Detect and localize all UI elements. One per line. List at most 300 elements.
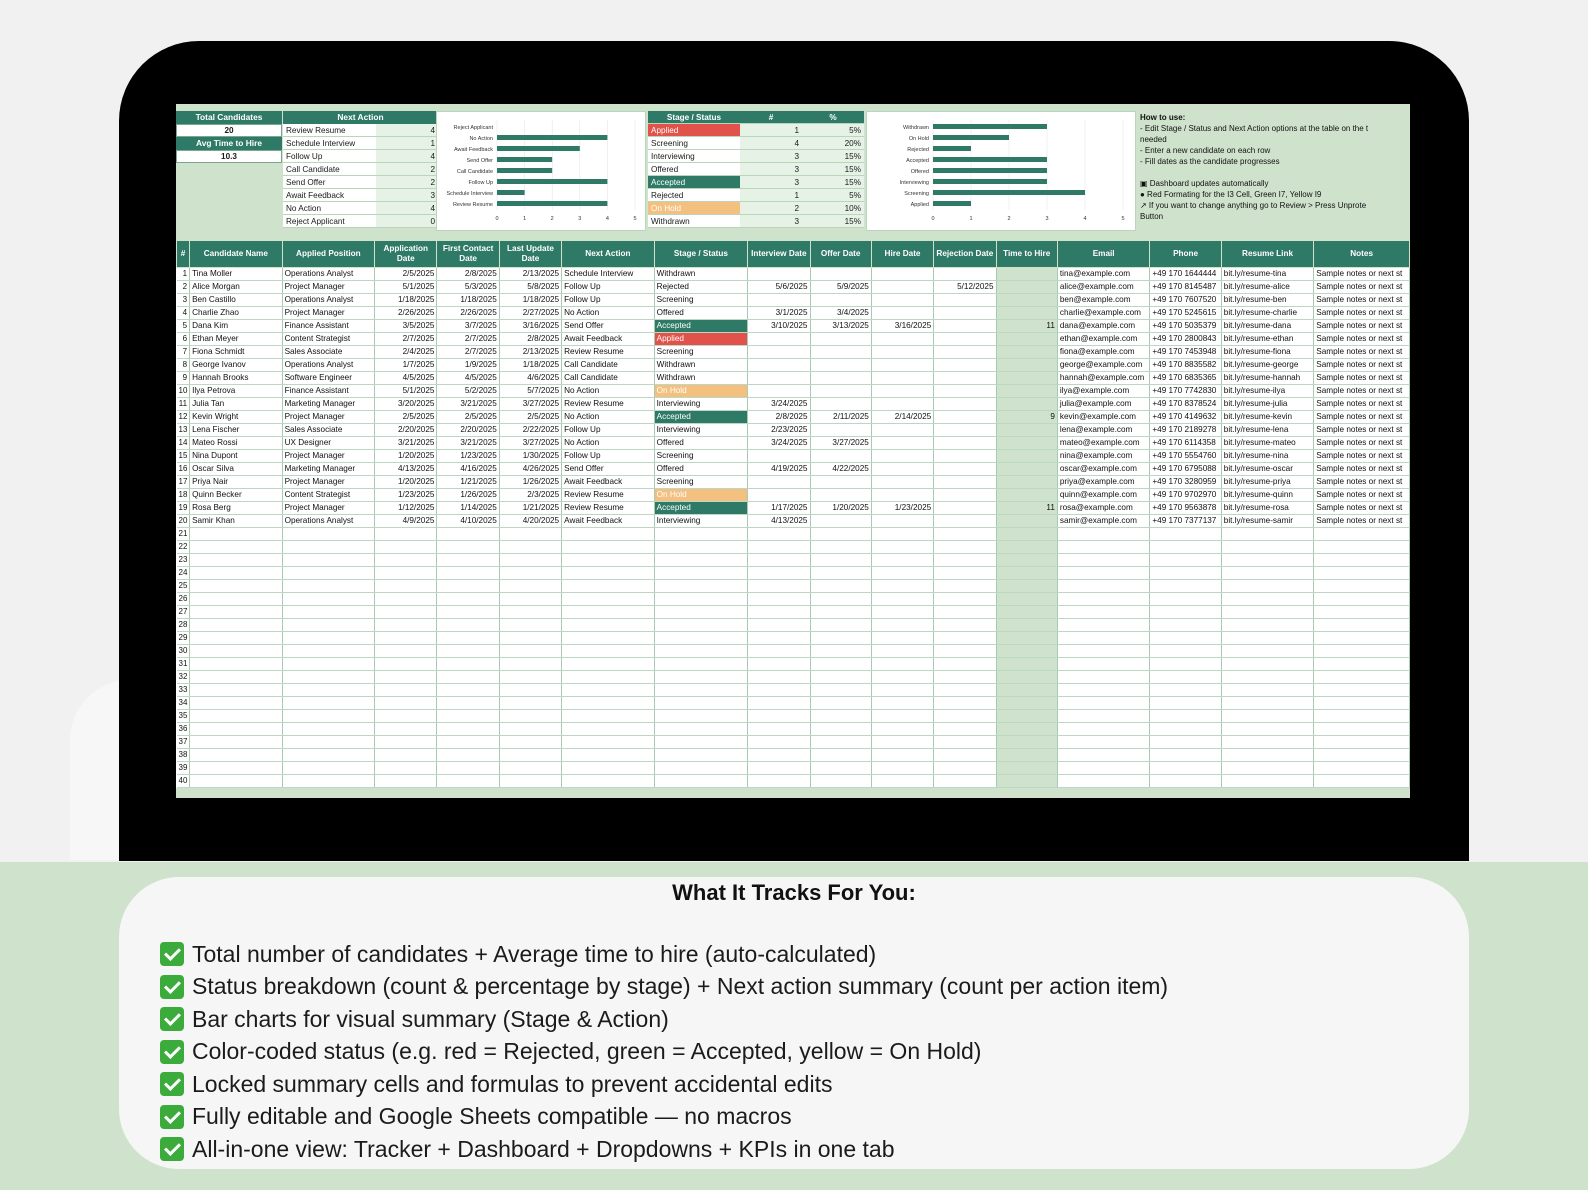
stage-count[interactable]: 3 (740, 215, 802, 227)
cell-empty[interactable] (375, 697, 437, 710)
cell-empty[interactable] (748, 671, 810, 684)
cell-app[interactable]: 1/23/2025 (375, 489, 437, 502)
cell-empty[interactable] (934, 671, 996, 684)
cell-stage[interactable]: Rejected (654, 281, 748, 294)
cell-resume[interactable]: bit.ly/resume-julia (1221, 398, 1314, 411)
cell-phone[interactable]: +49 170 5035379 (1150, 320, 1221, 333)
cell-offer[interactable]: 1/20/2025 (810, 502, 871, 515)
cell-empty[interactable] (654, 671, 748, 684)
cell-first[interactable]: 2/7/2025 (437, 333, 499, 346)
cell-interview[interactable] (748, 450, 810, 463)
cell-interview[interactable] (748, 372, 810, 385)
cell-empty[interactable] (748, 762, 810, 775)
cell-stage[interactable]: Offered (654, 437, 748, 450)
cell-action[interactable]: Follow Up (562, 450, 655, 463)
cell-empty[interactable] (1314, 749, 1410, 762)
cell-interview[interactable] (748, 476, 810, 489)
cell-offer[interactable]: 4/22/2025 (810, 463, 871, 476)
cell-empty[interactable] (996, 645, 1057, 658)
cell-empty[interactable] (934, 762, 996, 775)
cell-last[interactable]: 2/22/2025 (499, 424, 561, 437)
cell-last[interactable]: 1/18/2025 (499, 359, 561, 372)
cell-empty[interactable] (748, 736, 810, 749)
column-header[interactable]: Application Date (375, 241, 437, 268)
cell-last[interactable]: 4/6/2025 (499, 372, 561, 385)
cell-empty[interactable] (871, 762, 933, 775)
column-header[interactable]: Last Update Date (499, 241, 561, 268)
cell-empty[interactable] (871, 775, 933, 788)
cell-name[interactable]: Nina Dupont (190, 450, 283, 463)
cell-empty[interactable] (1150, 710, 1221, 723)
cell-empty[interactable] (562, 580, 655, 593)
cell-empty[interactable] (934, 619, 996, 632)
cell-reject[interactable] (934, 346, 996, 359)
cell-phone[interactable]: +49 170 8378524 (1150, 398, 1221, 411)
cell-empty[interactable] (810, 723, 871, 736)
cell-empty[interactable] (810, 775, 871, 788)
cell-empty[interactable] (437, 645, 499, 658)
cell-empty[interactable] (375, 775, 437, 788)
cell-empty[interactable] (437, 697, 499, 710)
cell-empty[interactable] (871, 710, 933, 723)
cell-tth[interactable]: 11 (996, 502, 1057, 515)
cell-empty[interactable] (1057, 593, 1150, 606)
cell-empty[interactable] (190, 619, 283, 632)
cell-interview[interactable] (748, 385, 810, 398)
cell-hire[interactable] (871, 294, 933, 307)
stage-count[interactable]: 2 (740, 202, 802, 214)
cell-empty[interactable] (375, 671, 437, 684)
cell-empty[interactable] (190, 541, 283, 554)
cell-empty[interactable] (1221, 671, 1314, 684)
cell-pos[interactable]: Sales Associate (282, 346, 375, 359)
cell-resume[interactable]: bit.ly/resume-lena (1221, 424, 1314, 437)
cell-empty[interactable] (190, 775, 283, 788)
cell-name[interactable]: Ethan Meyer (190, 333, 283, 346)
cell-name[interactable]: Oscar Silva (190, 463, 283, 476)
cell-tth[interactable] (996, 424, 1057, 437)
cell-reject[interactable] (934, 502, 996, 515)
cell-empty[interactable] (934, 684, 996, 697)
cell-empty[interactable] (748, 580, 810, 593)
cell-email[interactable]: oscar@example.com (1057, 463, 1150, 476)
cell-offer[interactable] (810, 476, 871, 489)
cell-empty[interactable] (1057, 697, 1150, 710)
cell-empty[interactable] (190, 632, 283, 645)
cell-resume[interactable]: bit.ly/resume-ethan (1221, 333, 1314, 346)
cell-last[interactable]: 1/30/2025 (499, 450, 561, 463)
cell-last[interactable]: 3/27/2025 (499, 437, 561, 450)
cell-resume[interactable]: bit.ly/resume-nina (1221, 450, 1314, 463)
cell-empty[interactable] (375, 619, 437, 632)
cell-action[interactable]: No Action (562, 437, 655, 450)
cell-empty[interactable] (654, 775, 748, 788)
cell-empty[interactable] (190, 749, 283, 762)
cell-offer[interactable] (810, 489, 871, 502)
cell-notes[interactable]: Sample notes or next st (1314, 307, 1410, 320)
cell-empty[interactable] (437, 723, 499, 736)
cell-empty[interactable] (375, 658, 437, 671)
cell-empty[interactable] (996, 658, 1057, 671)
cell-empty[interactable] (748, 710, 810, 723)
cell-empty[interactable] (1150, 567, 1221, 580)
cell-empty[interactable] (871, 658, 933, 671)
cell-empty[interactable] (934, 658, 996, 671)
cell-email[interactable]: ilya@example.com (1057, 385, 1150, 398)
cell-empty[interactable] (654, 541, 748, 554)
cell-interview[interactable]: 4/13/2025 (748, 515, 810, 528)
cell-hire[interactable] (871, 424, 933, 437)
cell-empty[interactable] (562, 736, 655, 749)
cell-empty[interactable] (748, 684, 810, 697)
cell-first[interactable]: 5/2/2025 (437, 385, 499, 398)
cell-empty[interactable] (810, 632, 871, 645)
cell-hire[interactable] (871, 437, 933, 450)
cell-empty[interactable] (282, 775, 375, 788)
cell-empty[interactable] (934, 528, 996, 541)
cell-empty[interactable] (1314, 632, 1410, 645)
cell-last[interactable]: 2/13/2025 (499, 268, 561, 281)
cell-empty[interactable] (1314, 554, 1410, 567)
cell-empty[interactable] (1221, 554, 1314, 567)
cell-empty[interactable] (748, 567, 810, 580)
next-action-count[interactable]: 4 (376, 150, 438, 162)
stage-count[interactable]: 1 (740, 124, 802, 136)
cell-action[interactable]: Call Candidate (562, 359, 655, 372)
cell-notes[interactable]: Sample notes or next st (1314, 372, 1410, 385)
cell-tth[interactable] (996, 398, 1057, 411)
cell-empty[interactable] (871, 567, 933, 580)
cell-first[interactable]: 3/7/2025 (437, 320, 499, 333)
cell-empty[interactable] (190, 580, 283, 593)
cell-empty[interactable] (1150, 684, 1221, 697)
cell-empty[interactable] (437, 593, 499, 606)
cell-empty[interactable] (375, 762, 437, 775)
cell-first[interactable]: 4/10/2025 (437, 515, 499, 528)
cell-stage[interactable]: Screening (654, 346, 748, 359)
cell-name[interactable]: Hannah Brooks (190, 372, 283, 385)
cell-hire[interactable] (871, 359, 933, 372)
cell-empty[interactable] (1057, 645, 1150, 658)
cell-empty[interactable] (562, 645, 655, 658)
cell-empty[interactable] (871, 632, 933, 645)
cell-empty[interactable] (1150, 541, 1221, 554)
cell-empty[interactable] (996, 684, 1057, 697)
cell-action[interactable]: Review Resume (562, 346, 655, 359)
cell-phone[interactable]: +49 170 8835582 (1150, 359, 1221, 372)
cell-offer[interactable]: 3/13/2025 (810, 320, 871, 333)
cell-email[interactable]: fiona@example.com (1057, 346, 1150, 359)
cell-empty[interactable] (375, 554, 437, 567)
total-candidates-value[interactable]: 20 (176, 124, 282, 137)
cell-empty[interactable] (1314, 528, 1410, 541)
cell-empty[interactable] (282, 606, 375, 619)
cell-empty[interactable] (282, 697, 375, 710)
cell-empty[interactable] (871, 593, 933, 606)
cell-reject[interactable] (934, 385, 996, 398)
cell-interview[interactable]: 3/1/2025 (748, 307, 810, 320)
cell-empty[interactable] (375, 723, 437, 736)
cell-empty[interactable] (562, 593, 655, 606)
cell-empty[interactable] (810, 541, 871, 554)
cell-empty[interactable] (654, 697, 748, 710)
cell-phone[interactable]: +49 170 6795088 (1150, 463, 1221, 476)
cell-interview[interactable]: 5/6/2025 (748, 281, 810, 294)
cell-empty[interactable] (810, 528, 871, 541)
cell-empty[interactable] (871, 554, 933, 567)
cell-empty[interactable] (871, 697, 933, 710)
cell-pos[interactable]: Operations Analyst (282, 515, 375, 528)
cell-email[interactable]: rosa@example.com (1057, 502, 1150, 515)
cell-reject[interactable] (934, 333, 996, 346)
cell-email[interactable]: nina@example.com (1057, 450, 1150, 463)
cell-empty[interactable] (1150, 580, 1221, 593)
cell-app[interactable]: 1/7/2025 (375, 359, 437, 372)
cell-notes[interactable]: Sample notes or next st (1314, 385, 1410, 398)
cell-email[interactable]: ben@example.com (1057, 294, 1150, 307)
cell-empty[interactable] (562, 762, 655, 775)
cell-stage[interactable]: Screening (654, 294, 748, 307)
cell-resume[interactable]: bit.ly/resume-ben (1221, 294, 1314, 307)
cell-empty[interactable] (1221, 645, 1314, 658)
cell-reject[interactable] (934, 437, 996, 450)
cell-tth[interactable] (996, 450, 1057, 463)
cell-empty[interactable] (437, 671, 499, 684)
column-header[interactable]: First Contact Date (437, 241, 499, 268)
cell-reject[interactable] (934, 307, 996, 320)
cell-empty[interactable] (437, 684, 499, 697)
cell-empty[interactable] (1057, 723, 1150, 736)
cell-app[interactable]: 1/20/2025 (375, 450, 437, 463)
cell-resume[interactable]: bit.ly/resume-george (1221, 359, 1314, 372)
cell-empty[interactable] (1221, 593, 1314, 606)
cell-hire[interactable] (871, 463, 933, 476)
cell-phone[interactable]: +49 170 6114358 (1150, 437, 1221, 450)
cell-empty[interactable] (934, 554, 996, 567)
cell-empty[interactable] (282, 567, 375, 580)
cell-stage[interactable]: Interviewing (654, 424, 748, 437)
column-header[interactable]: Time to Hire (996, 241, 1057, 268)
cell-empty[interactable] (437, 632, 499, 645)
cell-empty[interactable] (282, 684, 375, 697)
cell-empty[interactable] (1057, 658, 1150, 671)
cell-interview[interactable] (748, 268, 810, 281)
cell-phone[interactable]: +49 170 9702970 (1150, 489, 1221, 502)
stage-pct[interactable]: 20% (802, 137, 864, 149)
cell-empty[interactable] (654, 645, 748, 658)
cell-pos[interactable]: Project Manager (282, 502, 375, 515)
cell-empty[interactable] (562, 671, 655, 684)
cell-interview[interactable] (748, 333, 810, 346)
cell-action[interactable]: Await Feedback (562, 476, 655, 489)
cell-empty[interactable] (499, 619, 561, 632)
cell-empty[interactable] (562, 619, 655, 632)
cell-email[interactable]: julia@example.com (1057, 398, 1150, 411)
column-header[interactable]: Next Action (562, 241, 655, 268)
cell-empty[interactable] (1150, 528, 1221, 541)
cell-empty[interactable] (654, 619, 748, 632)
cell-last[interactable]: 2/5/2025 (499, 411, 561, 424)
cell-first[interactable]: 2/5/2025 (437, 411, 499, 424)
cell-empty[interactable] (1221, 710, 1314, 723)
cell-last[interactable]: 5/7/2025 (499, 385, 561, 398)
cell-empty[interactable] (1057, 775, 1150, 788)
cell-email[interactable]: lena@example.com (1057, 424, 1150, 437)
cell-last[interactable]: 3/27/2025 (499, 398, 561, 411)
cell-empty[interactable] (1221, 632, 1314, 645)
cell-name[interactable]: Ilya Petrova (190, 385, 283, 398)
cell-notes[interactable]: Sample notes or next st (1314, 359, 1410, 372)
cell-hire[interactable] (871, 372, 933, 385)
column-header[interactable]: Interview Date (748, 241, 810, 268)
cell-empty[interactable] (1057, 710, 1150, 723)
cell-empty[interactable] (654, 593, 748, 606)
cell-interview[interactable] (748, 359, 810, 372)
cell-hire[interactable]: 1/23/2025 (871, 502, 933, 515)
cell-empty[interactable] (437, 658, 499, 671)
cell-empty[interactable] (1221, 541, 1314, 554)
cell-name[interactable]: Ben Castillo (190, 294, 283, 307)
cell-app[interactable]: 2/4/2025 (375, 346, 437, 359)
cell-first[interactable]: 2/7/2025 (437, 346, 499, 359)
cell-empty[interactable] (810, 658, 871, 671)
cell-empty[interactable] (654, 710, 748, 723)
cell-empty[interactable] (1057, 749, 1150, 762)
cell-app[interactable]: 1/12/2025 (375, 502, 437, 515)
cell-last[interactable]: 2/13/2025 (499, 346, 561, 359)
cell-action[interactable]: Follow Up (562, 294, 655, 307)
cell-empty[interactable] (190, 710, 283, 723)
cell-tth[interactable] (996, 268, 1057, 281)
cell-interview[interactable]: 4/19/2025 (748, 463, 810, 476)
cell-resume[interactable]: bit.ly/resume-tina (1221, 268, 1314, 281)
cell-interview[interactable] (748, 294, 810, 307)
cell-app[interactable]: 3/20/2025 (375, 398, 437, 411)
cell-app[interactable]: 5/1/2025 (375, 281, 437, 294)
cell-empty[interactable] (996, 736, 1057, 749)
cell-empty[interactable] (1150, 775, 1221, 788)
cell-empty[interactable] (934, 580, 996, 593)
cell-name[interactable]: George Ivanov (190, 359, 283, 372)
cell-empty[interactable] (1314, 593, 1410, 606)
cell-empty[interactable] (810, 671, 871, 684)
cell-empty[interactable] (934, 606, 996, 619)
cell-resume[interactable]: bit.ly/resume-mateo (1221, 437, 1314, 450)
cell-last[interactable]: 5/8/2025 (499, 281, 561, 294)
column-header[interactable]: Rejection Date (934, 241, 996, 268)
cell-empty[interactable] (375, 736, 437, 749)
cell-notes[interactable]: Sample notes or next st (1314, 268, 1410, 281)
cell-empty[interactable] (996, 606, 1057, 619)
cell-action[interactable]: Schedule Interview (562, 268, 655, 281)
cell-hire[interactable] (871, 281, 933, 294)
cell-offer[interactable] (810, 268, 871, 281)
cell-notes[interactable]: Sample notes or next st (1314, 281, 1410, 294)
cell-empty[interactable] (562, 528, 655, 541)
cell-empty[interactable] (190, 736, 283, 749)
cell-empty[interactable] (1150, 606, 1221, 619)
cell-empty[interactable] (499, 749, 561, 762)
stage-pct[interactable]: 15% (802, 215, 864, 227)
cell-empty[interactable] (499, 736, 561, 749)
cell-notes[interactable]: Sample notes or next st (1314, 398, 1410, 411)
cell-empty[interactable] (1057, 684, 1150, 697)
cell-name[interactable]: Rosa Berg (190, 502, 283, 515)
cell-empty[interactable] (282, 632, 375, 645)
cell-empty[interactable] (996, 554, 1057, 567)
cell-empty[interactable] (1314, 619, 1410, 632)
cell-pos[interactable]: Operations Analyst (282, 359, 375, 372)
cell-empty[interactable] (499, 762, 561, 775)
stage-pct[interactable]: 15% (802, 176, 864, 188)
cell-empty[interactable] (654, 684, 748, 697)
cell-name[interactable]: Julia Tan (190, 398, 283, 411)
cell-hire[interactable] (871, 346, 933, 359)
cell-empty[interactable] (1221, 749, 1314, 762)
cell-interview[interactable]: 3/24/2025 (748, 437, 810, 450)
cell-reject[interactable] (934, 489, 996, 502)
cell-stage[interactable]: Withdrawn (654, 372, 748, 385)
cell-app[interactable]: 1/20/2025 (375, 476, 437, 489)
cell-phone[interactable]: +49 170 3280959 (1150, 476, 1221, 489)
cell-pos[interactable]: Project Manager (282, 307, 375, 320)
cell-reject[interactable] (934, 515, 996, 528)
cell-pos[interactable]: Operations Analyst (282, 268, 375, 281)
cell-empty[interactable] (1150, 723, 1221, 736)
cell-notes[interactable]: Sample notes or next st (1314, 294, 1410, 307)
cell-empty[interactable] (871, 749, 933, 762)
cell-offer[interactable] (810, 359, 871, 372)
cell-tth[interactable] (996, 463, 1057, 476)
cell-empty[interactable] (437, 775, 499, 788)
cell-empty[interactable] (748, 775, 810, 788)
cell-empty[interactable] (282, 554, 375, 567)
cell-app[interactable]: 2/26/2025 (375, 307, 437, 320)
cell-resume[interactable]: bit.ly/resume-kevin (1221, 411, 1314, 424)
cell-empty[interactable] (1314, 723, 1410, 736)
cell-reject[interactable] (934, 411, 996, 424)
cell-empty[interactable] (499, 606, 561, 619)
cell-tth[interactable] (996, 281, 1057, 294)
cell-hire[interactable] (871, 385, 933, 398)
cell-stage[interactable]: Interviewing (654, 398, 748, 411)
cell-stage[interactable]: Withdrawn (654, 359, 748, 372)
next-action-count[interactable]: 3 (376, 189, 438, 201)
stage-pct[interactable]: 15% (802, 150, 864, 162)
cell-empty[interactable] (810, 619, 871, 632)
cell-phone[interactable]: +49 170 7453948 (1150, 346, 1221, 359)
cell-empty[interactable] (437, 710, 499, 723)
cell-tth[interactable] (996, 515, 1057, 528)
cell-empty[interactable] (810, 593, 871, 606)
cell-email[interactable]: hannah@example.com (1057, 372, 1150, 385)
cell-empty[interactable] (1057, 541, 1150, 554)
cell-empty[interactable] (437, 554, 499, 567)
cell-empty[interactable] (934, 723, 996, 736)
cell-empty[interactable] (282, 580, 375, 593)
cell-empty[interactable] (810, 580, 871, 593)
cell-empty[interactable] (1221, 567, 1314, 580)
cell-empty[interactable] (748, 554, 810, 567)
cell-offer[interactable] (810, 333, 871, 346)
cell-action[interactable]: Send Offer (562, 320, 655, 333)
cell-empty[interactable] (748, 593, 810, 606)
column-header[interactable]: Candidate Name (190, 241, 283, 268)
cell-resume[interactable]: bit.ly/resume-alice (1221, 281, 1314, 294)
cell-empty[interactable] (996, 749, 1057, 762)
cell-last[interactable]: 4/26/2025 (499, 463, 561, 476)
cell-empty[interactable] (375, 580, 437, 593)
